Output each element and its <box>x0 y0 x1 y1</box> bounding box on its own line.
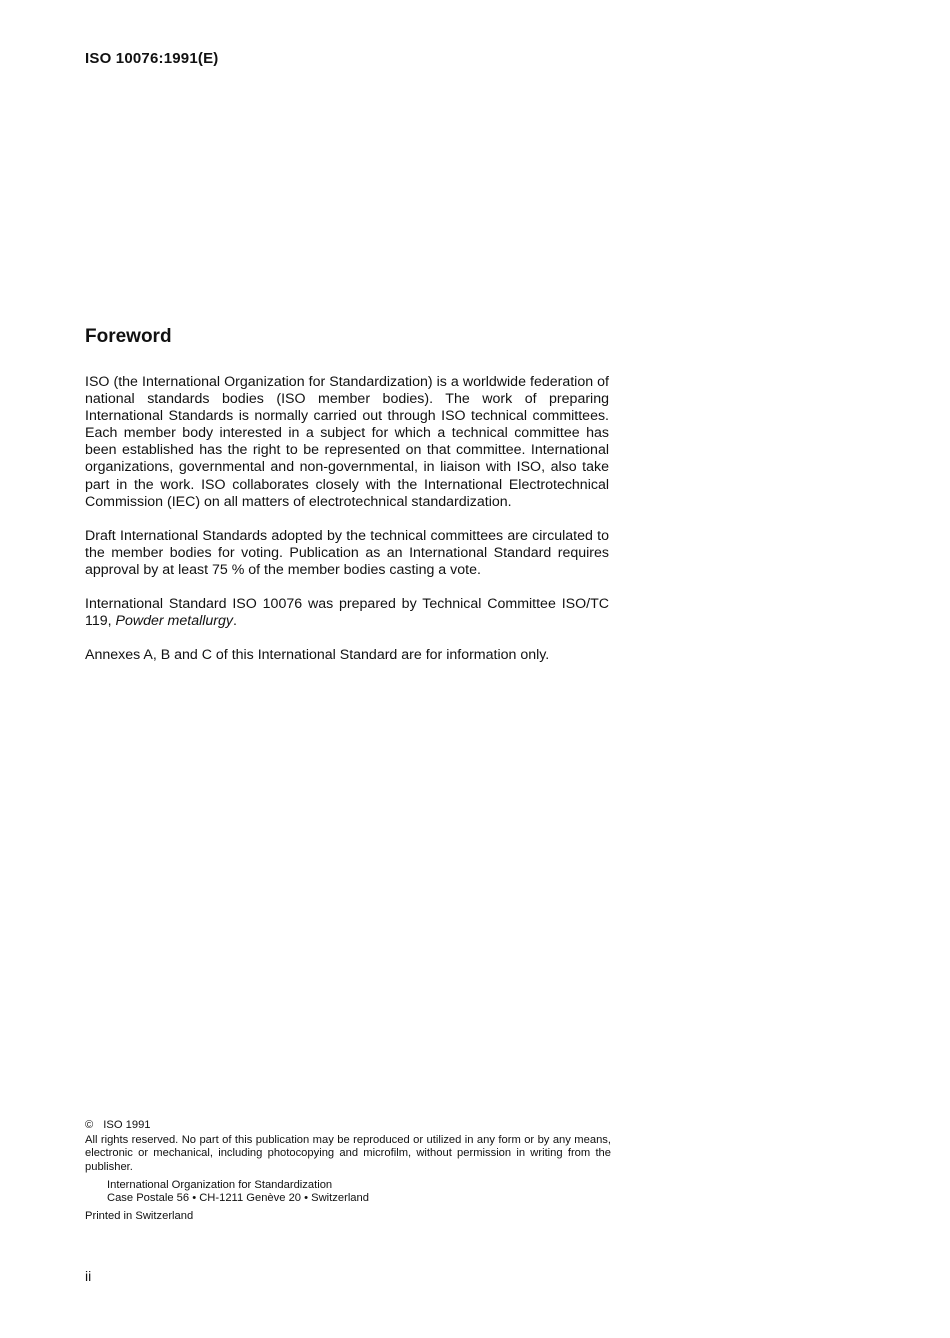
committee-title: Powder metallurgy <box>115 613 234 630</box>
copyright-icon: © <box>85 1119 94 1131</box>
copyright-block <box>85 1119 611 1223</box>
publisher-postal: Case Postale 56 • CH-1211 Genève 20 • Switzerland <box>107 1192 369 1205</box>
rights-statement: All rights reserved. No part of this publication may be reproduced or utilized in any form or by any means, electronic or mechanical, including photocopying and microfilm, without permission in writing from the publisher. <box>85 1134 611 1173</box>
copyright-line <box>85 1119 611 1132</box>
foreword-paragraph-2: Draft International Standards adopted by the technical committees are circulated to the member bodies for voting. Publication as an International Standard requires approval by at least 75 % of the member bodies casting a vote. <box>85 527 609 578</box>
prepared-by-text: International Standard ISO 10076 was prepared by Technical Committee ISO/TC 119, <box>85 596 609 630</box>
prepared-by-suffix: . <box>233 613 237 630</box>
foreword-body <box>85 374 609 681</box>
publisher-address <box>107 1179 611 1205</box>
publisher-name: International Organization for Standardization <box>107 1178 333 1191</box>
foreword-paragraph-1: ISO (the International Organization for Standardization) is a worldwide federation of national standards bodies (ISO member bodies). The work of preparing International Standards is normally carried out through ISO technical committees. Each member body interested in a subject for which a technical committee has been established has the right to be represented on that committee. International organizations, governmental and non-governmental, in liaison with ISO, also take part in the work. ISO collaborates closely with the International Electrotechnical Commission (IEC) on all matters of electrotechnical standardization. <box>85 374 609 510</box>
document-id: ISO 10076:1991(E) <box>85 50 219 67</box>
page-number: ii <box>85 1268 92 1284</box>
printed-in: Printed in Switzerland <box>85 1210 194 1223</box>
foreword-paragraph-3 <box>85 596 609 630</box>
copyright-holder: ISO 1991 <box>103 1119 151 1131</box>
foreword-heading: Foreword <box>85 326 172 347</box>
foreword-paragraph-4: Annexes A, B and C of this International Standard are for information only. <box>85 647 550 664</box>
